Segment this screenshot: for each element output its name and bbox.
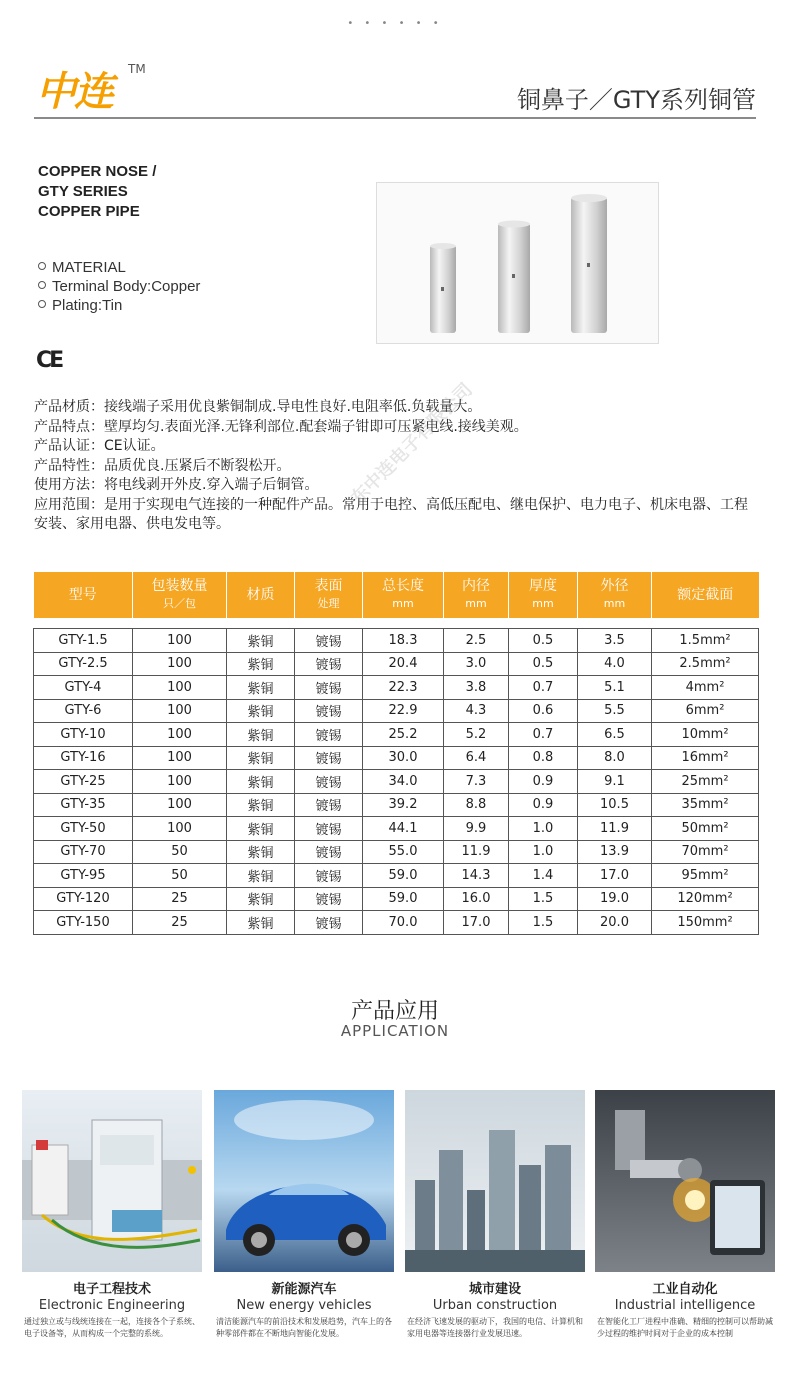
table-cell: 镀锡 <box>295 699 363 723</box>
card-title-en: Electronic Engineering <box>38 1298 186 1313</box>
card-title-en: Industrial intelligence <box>614 1298 756 1313</box>
city-image <box>405 1090 585 1272</box>
table-cell: 紫铜 <box>227 652 295 676</box>
header-sublabel: 只／包 <box>163 597 196 610</box>
application-card-vehicles <box>214 1090 394 1340</box>
table-cell: 50 <box>133 864 227 888</box>
table-cell: 59.0 <box>363 887 444 911</box>
table-cell: GTY-16 <box>34 746 133 770</box>
application-card-electronics <box>22 1090 202 1340</box>
table-cell: 18.3 <box>363 629 444 653</box>
table-cell: GTY-50 <box>34 817 133 841</box>
table-row <box>34 723 759 747</box>
header-sublabel: mm <box>392 597 414 610</box>
table-cell: 5.5 <box>578 699 652 723</box>
table-row <box>34 864 759 888</box>
header-label: 型号 <box>68 587 97 603</box>
header-sublabel: mm <box>465 597 487 610</box>
table-cell: GTY-6 <box>34 699 133 723</box>
product-title-line: COPPER PIPE <box>38 203 140 220</box>
table-cell: 13.9 <box>578 840 652 864</box>
table-cell: 紫铜 <box>227 746 295 770</box>
table-cell: 100 <box>133 746 227 770</box>
table-cell: 150mm² <box>652 911 759 935</box>
header-label: 包装数量 <box>151 578 208 594</box>
product-title <box>38 162 156 222</box>
table-cell: 11.9 <box>578 817 652 841</box>
card-title-cn: 城市建设 <box>468 1282 521 1297</box>
table-row <box>34 652 759 676</box>
table-row <box>34 887 759 911</box>
table-cell: 1.5 <box>509 911 578 935</box>
table-cell: GTY-35 <box>34 793 133 817</box>
table-cell: 39.2 <box>363 793 444 817</box>
table-row <box>34 793 759 817</box>
table-cell: 22.3 <box>363 676 444 700</box>
table-header-cell <box>363 572 444 618</box>
spec-table <box>33 572 759 935</box>
top-dots: • • • • • • <box>347 18 443 29</box>
table-cell: 34.0 <box>363 770 444 794</box>
table-cell: 59.0 <box>363 864 444 888</box>
table-cell: 镀锡 <box>295 864 363 888</box>
table-cell: 紫铜 <box>227 699 295 723</box>
table-cell: 100 <box>133 793 227 817</box>
table-header-cell <box>652 572 759 618</box>
table-cell: 3.5 <box>578 629 652 653</box>
table-header-cell <box>227 572 295 618</box>
card-title-en: New energy vehicles <box>236 1298 372 1313</box>
table-cell: 1.5mm² <box>652 629 759 653</box>
table-cell: 3.0 <box>444 652 509 676</box>
table-cell: 95mm² <box>652 864 759 888</box>
electronics-image <box>22 1090 202 1272</box>
table-header-cell <box>133 572 227 618</box>
table-cell: GTY-95 <box>34 864 133 888</box>
table-cell: 20.0 <box>578 911 652 935</box>
table-cell: 镀锡 <box>295 652 363 676</box>
card-title-cn: 新能源汽车 <box>271 1282 337 1297</box>
table-cell: 5.1 <box>578 676 652 700</box>
table-cell: 镀锡 <box>295 629 363 653</box>
industrial-image <box>595 1090 775 1272</box>
table-header-cell <box>295 572 363 618</box>
table-cell: 19.0 <box>578 887 652 911</box>
description-line: 产品特点：壁厚均匀.表面光泽.无锋利部位.配套端子钳即可压紧电线.接线美观。 <box>34 418 528 435</box>
header-label: 内径 <box>462 578 490 594</box>
table-cell: 17.0 <box>578 864 652 888</box>
table-row <box>34 699 759 723</box>
description-line: 应用范围：是用于实现电气连接的一种配件产品。常用于电控、高低压配电、继电保护、电力电子、机床电器、工程安装、家用电器、供电发电等。 <box>34 496 748 532</box>
card-description: 在智能化工厂进程中准确、精细的控制可以帮助减少过程的维护时间对于企业的成本控制 <box>597 1317 773 1338</box>
table-cell: 55.0 <box>363 840 444 864</box>
table-cell: 7.3 <box>444 770 509 794</box>
table-cell: 紫铜 <box>227 840 295 864</box>
description-line: 使用方法：将电线剥开外皮.穿入端子后铜管。 <box>34 477 319 493</box>
table-cell: 100 <box>133 676 227 700</box>
description-line: 产品特性：品质优良.压紧后不断裂松开。 <box>34 457 291 474</box>
description-line: 产品材质：接线端子采用优良紫铜制成.导电性良好.电阻率低.负载量大。 <box>34 399 482 415</box>
table-cell: 1.0 <box>509 817 578 841</box>
card-description: 通过独立或与线统连接在一起，连接各个子系统、电子设备等，从而构成一个完整的系统。 <box>24 1317 200 1338</box>
copper-pipes-illustration <box>377 183 658 343</box>
table-cell: 14.3 <box>444 864 509 888</box>
table-cell: 70.0 <box>363 911 444 935</box>
table-row <box>34 676 759 700</box>
table-cell: 5.2 <box>444 723 509 747</box>
table-cell: GTY-25 <box>34 770 133 794</box>
card-title-cn: 电子工程技术 <box>72 1282 151 1297</box>
table-header-cell <box>34 572 133 618</box>
table-cell: 镀锡 <box>295 723 363 747</box>
table-cell: 镀锡 <box>295 746 363 770</box>
table-cell: 镀锡 <box>295 793 363 817</box>
ce-mark: CE <box>36 348 62 373</box>
table-cell: GTY-2.5 <box>34 652 133 676</box>
table-cell: 25mm² <box>652 770 759 794</box>
table-cell: 紫铜 <box>227 817 295 841</box>
table-cell: 20.4 <box>363 652 444 676</box>
table-cell: 0.7 <box>509 723 578 747</box>
card-title-en: Urban construction <box>432 1298 558 1313</box>
table-cell: 17.0 <box>444 911 509 935</box>
page-title: 铜鼻子／GTY系列铜管 <box>516 86 756 114</box>
table-cell: 6mm² <box>652 699 759 723</box>
table-cell: 紫铜 <box>227 887 295 911</box>
trademark-mark: TM <box>128 62 146 76</box>
table-cell: 50 <box>133 840 227 864</box>
table-cell: 16.0 <box>444 887 509 911</box>
table-cell: 镀锡 <box>295 676 363 700</box>
table-cell: 120mm² <box>652 887 759 911</box>
product-title-line: GTY SERIES <box>38 183 128 200</box>
table-cell: 紫铜 <box>227 911 295 935</box>
table-cell: 4mm² <box>652 676 759 700</box>
header-divider <box>34 117 756 119</box>
table-cell: 11.9 <box>444 840 509 864</box>
table-cell: 0.7 <box>509 676 578 700</box>
table-cell: GTY-4 <box>34 676 133 700</box>
header-sublabel: mm <box>532 597 554 610</box>
table-cell: 紫铜 <box>227 629 295 653</box>
table-cell: 9.9 <box>444 817 509 841</box>
table-cell: 紫铜 <box>227 864 295 888</box>
table-cell: 2.5mm² <box>652 652 759 676</box>
table-header-cell <box>509 572 578 618</box>
card-description: 在经济飞速发展的驱动下，我国的电信、计算机和家用电器等连接器行业发展迅速。 <box>407 1317 583 1338</box>
table-cell: 9.1 <box>578 770 652 794</box>
table-cell: 镀锡 <box>295 887 363 911</box>
table-cell: 100 <box>133 770 227 794</box>
table-cell: 0.9 <box>509 793 578 817</box>
table-cell: 0.5 <box>509 629 578 653</box>
table-cell: 16mm² <box>652 746 759 770</box>
table-cell: 1.4 <box>509 864 578 888</box>
table-cell: 30.0 <box>363 746 444 770</box>
header-label: 外径 <box>600 578 629 594</box>
header-sublabel: mm <box>603 597 626 610</box>
table-cell: 8.8 <box>444 793 509 817</box>
header-label: 材质 <box>246 587 275 603</box>
product-title-line: COPPER NOSE / <box>38 163 157 180</box>
application-subtitle: APPLICATION <box>340 1022 450 1040</box>
feature-list <box>38 258 200 315</box>
table-cell: 35mm² <box>652 793 759 817</box>
table-row <box>34 629 759 653</box>
table-cell: 紫铜 <box>227 793 295 817</box>
table-cell: GTY-120 <box>34 887 133 911</box>
header-label: 总长度 <box>382 578 424 594</box>
product-photo <box>376 182 659 344</box>
table-cell: 镀锡 <box>295 817 363 841</box>
table-cell: 100 <box>133 723 227 747</box>
table-cell: 4.0 <box>578 652 652 676</box>
table-cell: 1.5 <box>509 887 578 911</box>
feature-item: MATERIAL <box>38 258 200 277</box>
table-cell: 44.1 <box>363 817 444 841</box>
table-header-cell <box>578 572 652 618</box>
table-header-cell <box>444 572 509 618</box>
table-cell: 6.4 <box>444 746 509 770</box>
watermark: 东中连电子有限公司 <box>347 379 477 509</box>
table-cell: 镀锡 <box>295 770 363 794</box>
table-cell: 0.6 <box>509 699 578 723</box>
header-label: 额定截面 <box>677 587 734 603</box>
table-cell: 1.0 <box>509 840 578 864</box>
application-card-industrial <box>595 1090 775 1340</box>
table-cell: 3.8 <box>444 676 509 700</box>
table-cell: 2.5 <box>444 629 509 653</box>
table-cell: 镀锡 <box>295 911 363 935</box>
vehicle-image <box>214 1090 394 1272</box>
header-label: 表面 <box>314 578 343 594</box>
card-description: 清洁能源汽车的前沿技术和发展趋势，汽车上的各种零部件都在不断地向智能化发展。 <box>216 1317 392 1338</box>
table-cell: 4.3 <box>444 699 509 723</box>
brand-logo: 中连 <box>36 69 112 115</box>
table-cell: 0.8 <box>509 746 578 770</box>
header-sublabel: 处理 <box>317 597 340 610</box>
table-cell: 70mm² <box>652 840 759 864</box>
table-row <box>34 911 759 935</box>
table-cell: 100 <box>133 699 227 723</box>
table-cell: 10mm² <box>652 723 759 747</box>
table-cell: 25 <box>133 887 227 911</box>
table-cell: GTY-10 <box>34 723 133 747</box>
feature-item: Plating:Tin <box>38 296 200 315</box>
table-cell: 8.0 <box>578 746 652 770</box>
table-cell: 镀锡 <box>295 840 363 864</box>
table-cell: 紫铜 <box>227 770 295 794</box>
card-title-cn: 工业自动化 <box>652 1282 718 1297</box>
table-row <box>34 840 759 864</box>
table-cell: GTY-1.5 <box>34 629 133 653</box>
table-cell: 100 <box>133 629 227 653</box>
table-cell: 紫铜 <box>227 723 295 747</box>
application-title: 产品应用 <box>350 999 439 1024</box>
application-card-urban <box>405 1090 585 1340</box>
table-cell: 0.9 <box>509 770 578 794</box>
table-cell: 6.5 <box>578 723 652 747</box>
feature-item: Terminal Body:Copper <box>38 277 200 296</box>
table-cell: GTY-70 <box>34 840 133 864</box>
header-label: 厚度 <box>529 578 557 594</box>
table-cell: 10.5 <box>578 793 652 817</box>
table-row <box>34 817 759 841</box>
table-cell: GTY-150 <box>34 911 133 935</box>
table-cell: 50mm² <box>652 817 759 841</box>
table-cell: 22.9 <box>363 699 444 723</box>
description-line: 产品认证：CE认证。 <box>34 438 165 454</box>
table-cell: 25.2 <box>363 723 444 747</box>
table-row <box>34 746 759 770</box>
table-cell: 0.5 <box>509 652 578 676</box>
table-cell: 100 <box>133 652 227 676</box>
table-cell: 100 <box>133 817 227 841</box>
table-cell: 25 <box>133 911 227 935</box>
table-row <box>34 770 759 794</box>
table-cell: 紫铜 <box>227 676 295 700</box>
